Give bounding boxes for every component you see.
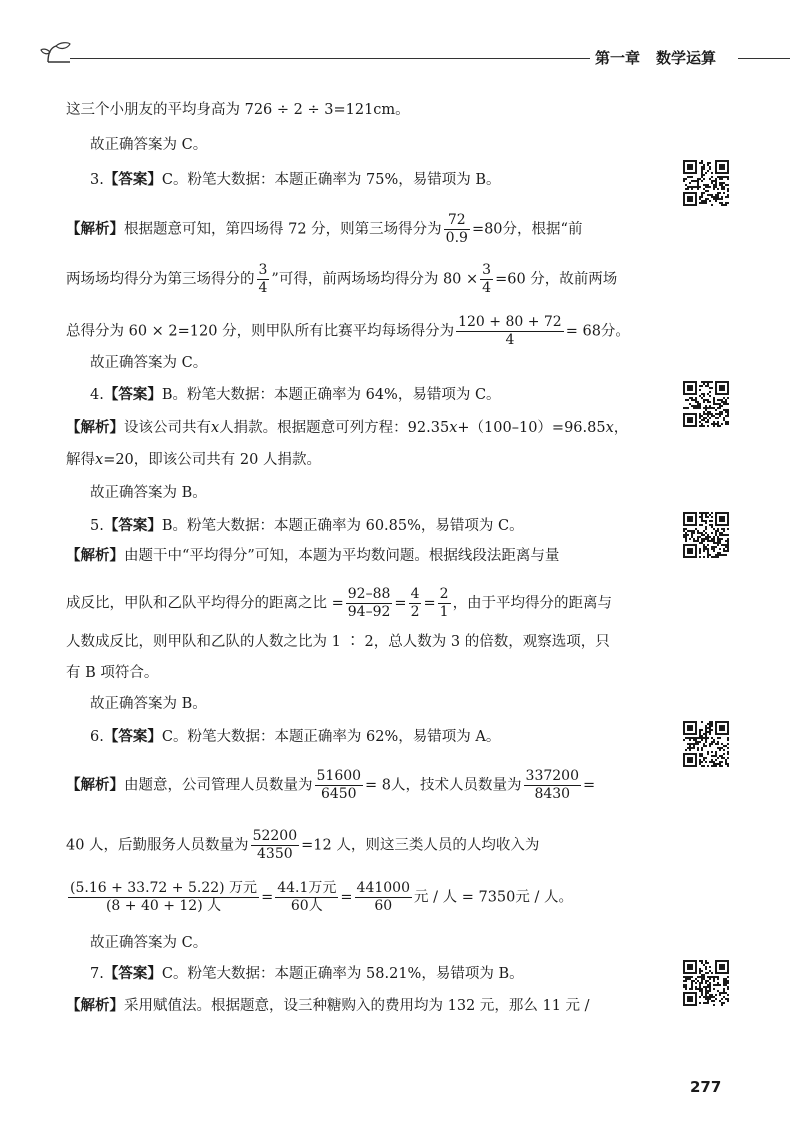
analysis-line-7a: 【解析】采用赋值法。根据题意，设三种糖购入的费用均为 132 元，那么 11 元 / [66,998,590,1014]
fraction: $\frac{3}{4}$ [258,262,268,296]
analysis-line-6a: 【解析】由题意，公司管理人员数量为 $\frac{51600}{6450}$ = 8人，技术人员数量为 $\frac{337200}{8430}$ = [66,768,596,802]
text-line: 故正确答案为 C。 [90,137,208,153]
analysis-line-6b: 40 人，后勤服务人员数量为 $\frac{52200}{4350}$ =12 人，则这三类人员的人均收入为 [66,828,540,862]
analysis-line-6c: $\frac{\text{(5.16 + 33.72 + 5.22) 万元}}{\text{(8 + 40 + 12) 人}}$ = $\frac{\text{44.1万元}}{\text{60人}}$ = $\frac{441000}{60}$ 元 / 人 = 7350元 / 人。 [70,880,573,914]
text-line: 故正确答案为 C。 [90,355,208,371]
text-line: 这三个小朋友的平均身高为 726 ÷ 2 ÷ 3=121cm。 [66,102,410,118]
fraction: $\frac{52200}{4350}$ [252,828,298,862]
analysis-line-5b: 成反比，甲队和乙队平均得分的距离之比 = $\frac{92-88}{94-92}$ = $\frac{4}{2}$ = $\frac{2}{1}$ ，由于平均得分的距离与 [66,586,613,620]
answer-line-4: 4.【答案】B。粉笔大数据：本题正确率为 64%，易错项为 C。 [90,387,501,403]
text-line: 有 B 项符合。 [66,665,159,681]
fraction: $\frac{\text{44.1万元}}{\text{60人}}$ [277,880,337,914]
answer-line-5: 5.【答案】B。粉笔大数据：本题正确率为 60.85%，易错项为 C。 [90,518,524,534]
fraction: $\frac{72}{0.9}$ [445,212,468,246]
chapter-title: 数学运算 [656,49,717,67]
analysis-line-5a: 【解析】由题干中“平均得分”可知，本题为平均数问题。根据线段法距离与量 [66,548,560,564]
qr-code-icon[interactable] [683,721,729,767]
text-line: 人数成反比，则甲队和乙队的人数之比为 1 ∶ 2，总人数为 3 的倍数，观察选项，只 [66,634,610,650]
header-rule-right [738,58,790,59]
analysis-line-3c: 总得分为 60 × 2=120 分，则甲队所有比赛平均每场得分为 $\frac{120 + 80 + 72}{4}$ = 68分。 [66,314,630,348]
chapter-header [595,47,716,68]
qr-code-icon[interactable] [683,960,729,1006]
fraction: $\frac{3}{4}$ [482,262,492,296]
chapter-label: 第一章 [595,49,641,67]
qr-code-icon[interactable] [683,160,729,206]
header-rule [70,58,590,59]
answer-line-3: 3.【答案】C。粉笔大数据：本题正确率为 75%，易错项为 B。 [90,172,501,188]
answer-line-7: 7.【答案】C。粉笔大数据：本题正确率为 58.21%，易错项为 B。 [90,966,524,982]
text-line: 故正确答案为 B。 [90,485,207,501]
analysis-line-4b: 解得x=20，即该公司共有 20 人捐款。 [66,452,321,468]
sprout-icon [40,40,74,64]
page-number: 277 [690,1078,722,1096]
analysis-line-3a: 【解析】根据题意可知，第四场得 72 分，则第三场得分为 $\frac{72}{0.9}$ =80分，根据“前 [66,212,583,246]
text-line: 故正确答案为 B。 [90,696,207,712]
fraction: $\frac{51600}{6450}$ [316,768,362,802]
fraction: $\frac{337200}{8430}$ [525,768,579,802]
fraction: $\frac{441000}{60}$ [356,880,410,914]
analysis-line-3b: 两场场均得分为第三场得分的 $\frac{3}{4}$ ”可得，前两场场均得分为 80 × $\frac{3}{4}$ =60 分，故前两场 [66,262,618,296]
text-line: 故正确答案为 C。 [90,935,208,951]
fraction: $\frac{92-88}{94-92}$ [347,586,391,620]
fraction: $\frac{4}{2}$ [410,586,420,620]
fraction: $\frac{2}{1}$ [439,586,449,620]
qr-code-icon[interactable] [683,512,729,558]
answer-line-6: 6.【答案】C。粉笔大数据：本题正确率为 62%，易错项为 A。 [90,729,501,745]
analysis-line-4a: 【解析】设该公司共有x人捐款。根据题意可列方程：92.35x+（100–10）=96.85x， [66,420,629,436]
fraction: $\frac{\text{(5.16 + 33.72 + 5.22) 万元}}{\text{(8 + 40 + 12) 人}}$ [70,880,258,914]
fraction: $\frac{120 + 80 + 72}{4}$ [458,314,562,348]
qr-code-icon[interactable] [683,381,729,427]
